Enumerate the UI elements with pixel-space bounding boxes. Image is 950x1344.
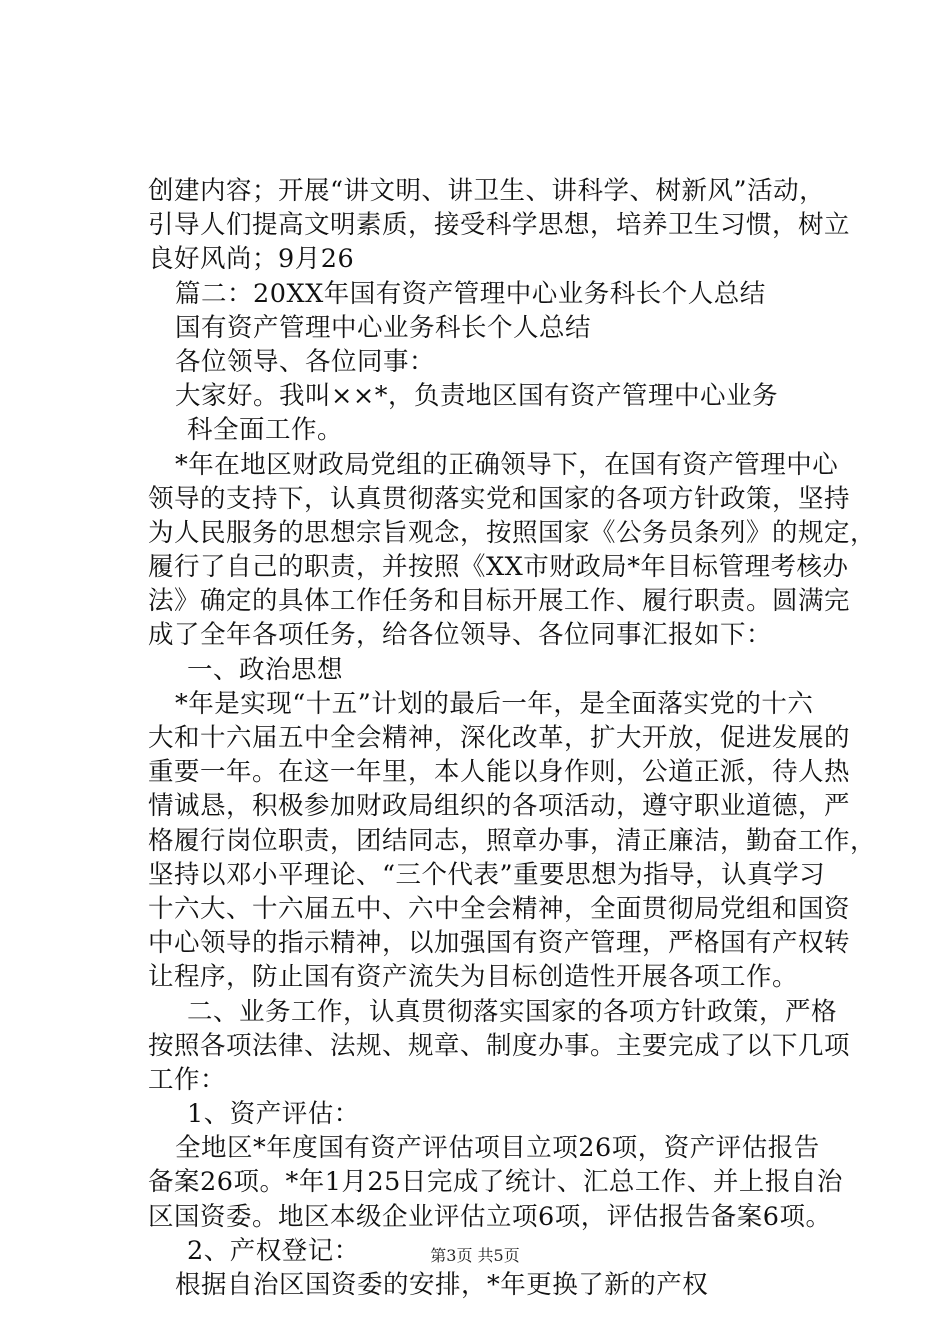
text-line: 良好风尚；9月26 <box>148 244 355 275</box>
text-line: 十六大、十六届五中、六中全会精神，全面贯彻局党组和国资 <box>148 893 851 924</box>
text-line: 根据自治区国资委的安排，*年更换了新的产权 <box>175 1270 709 1300</box>
text-line: 按照各项法律、法规、规章、制度办事。主要完成了以下几项 <box>148 1030 851 1061</box>
text-line: 中心领导的指示精神，以加强国有资产管理，严格国有产权转 <box>148 928 851 959</box>
text-line: 区国资委。地区本级企业评估立项6项，评估报告备案6项。 <box>148 1201 832 1232</box>
text-line: 工作： <box>148 1064 227 1095</box>
text-line: 1、资产评估： <box>187 1099 360 1130</box>
text-line: 一、政治思想 <box>187 654 344 685</box>
text-line: 情诚恳，积极参加财政局组织的各项活动，遵守职业道德，严 <box>148 791 851 822</box>
text-line: 让程序，防止国有资产流失为目标创造性开展各项工作。 <box>148 962 799 993</box>
text-line: 重要一年。在这一年里，本人能以身作则，公道正派，待人热 <box>148 757 851 788</box>
text-line: 为人民服务的思想宗旨观念，按照国家《公务员条列》的规定， <box>148 517 877 548</box>
text-line: 国有资产管理中心业务科长个人总结 <box>175 312 592 343</box>
text-line: 履行了自己的职责，并按照《XX市财政局*年目标管理考核办 <box>148 552 849 583</box>
text-line: 成了全年各项任务，给各位领导、各位同事汇报如下： <box>148 620 773 651</box>
text-line: 创建内容；开展“讲文明、讲卫生、讲科学、树新风”活动， <box>148 176 826 206</box>
text-line: 法》确定的具体工作任务和目标开展工作、履行职责。圆满完 <box>148 586 851 617</box>
text-line: *年是实现“十五”计划的最后一年，是全面落实党的十六 <box>175 688 814 719</box>
text-line: 备案26项。*年1月25日完成了统计、汇总工作、并上报自治 <box>148 1167 843 1198</box>
text-line: 科全面工作。 <box>187 415 344 446</box>
text-line: 坚持以邓小平理论、“三个代表”重要思想为指导，认真学习 <box>148 859 826 890</box>
text-line: 大和十六届五中全会精神，深化改革，扩大开放，促进发展的 <box>148 723 851 753</box>
text-line: 2、产权登记： <box>187 1235 360 1266</box>
text-line: 领导的支持下，认真贯彻落实党和国家的各项方针政策，坚持 <box>148 483 851 514</box>
text-line: 二、业务工作，认真贯彻落实国家的各项方针政策，严格 <box>187 996 838 1027</box>
text-line: 全地区*年度国有资产评估项目立项26项，资产评估报告 <box>175 1133 820 1164</box>
page-footer: 第3页 共5页 <box>430 1246 520 1265</box>
document-body <box>148 174 877 1302</box>
text-line: 大家好。我叫××*，负责地区国有资产管理中心业务 <box>175 381 778 412</box>
text-line: 各位领导、各位同事： <box>175 346 436 377</box>
text-line: 引导人们提高文明素质，接受科学思想，培养卫生习惯，树立 <box>148 210 851 241</box>
text-line: *年在地区财政局党组的正确领导下，在国有资产管理中心 <box>175 449 839 480</box>
text-line: 篇二：20XX年国有资产管理中心业务科长个人总结 <box>175 278 766 309</box>
text-line: 格履行岗位职责，团结同志，照章办事，清正廉洁，勤奋工作， <box>148 825 877 856</box>
